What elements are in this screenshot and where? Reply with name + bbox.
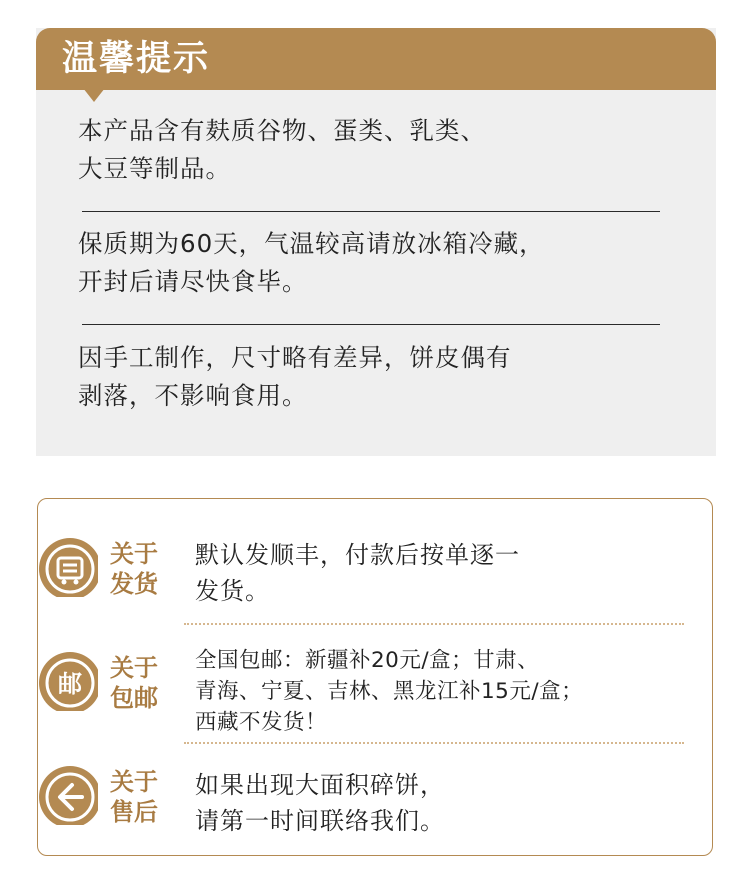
arrow-back-icon	[38, 765, 98, 825]
shipping-label	[110, 539, 172, 599]
info-line: 全国包邮：新疆补20元/盒；甘肃、	[195, 648, 540, 673]
postage-text	[195, 645, 583, 738]
postage-label	[110, 653, 172, 713]
tip-item-allergens	[78, 112, 678, 188]
tip-line: 大豆等制品。	[78, 154, 231, 183]
divider	[82, 324, 660, 325]
tip-item-handmade	[78, 339, 678, 415]
info-line: 西藏不发货！	[195, 710, 328, 735]
post-badge-icon	[38, 651, 98, 711]
dotted-divider	[184, 742, 684, 744]
info-line: 如果出现大面积碎饼，	[195, 771, 445, 799]
label-line: 发货	[110, 570, 158, 598]
info-line: 发货。	[195, 577, 270, 605]
aftersale-label	[110, 767, 172, 827]
info-line: 青海、宁夏、吉林、黑龙江补15元/盒；	[195, 679, 584, 704]
label-line: 关于	[110, 768, 158, 796]
tips-card	[36, 28, 716, 456]
label-line: 关于	[110, 540, 158, 568]
tips-title: 温馨提示	[62, 39, 211, 79]
divider	[82, 211, 660, 212]
label-line: 售后	[110, 798, 158, 826]
tip-line: 本产品含有麸质谷物、蛋类、乳类、	[78, 116, 486, 145]
tips-header-pointer	[83, 88, 105, 102]
dotted-divider	[184, 623, 684, 625]
aftersale-text	[195, 767, 445, 839]
label-line: 关于	[110, 654, 158, 682]
tip-line: 因手工制作，尺寸略有差异，饼皮偶有	[78, 343, 512, 372]
shipping-text	[195, 537, 520, 609]
info-line: 请第一时间联络我们。	[195, 807, 445, 835]
tip-line: 剥落，不影响食用。	[78, 381, 308, 410]
tips-header	[36, 28, 716, 90]
info-line: 默认发顺丰，付款后按单逐一	[195, 541, 520, 569]
post-badge-text: 邮	[58, 670, 82, 698]
tip-line: 开封后请尽快食毕。	[78, 267, 308, 296]
label-line: 包邮	[110, 684, 158, 712]
tip-item-shelf-life	[78, 225, 678, 301]
shipping-box-icon	[38, 537, 98, 597]
tip-line: 保质期为60天，气温较高请放冰箱冷藏，	[78, 229, 545, 258]
info-card	[37, 498, 713, 856]
